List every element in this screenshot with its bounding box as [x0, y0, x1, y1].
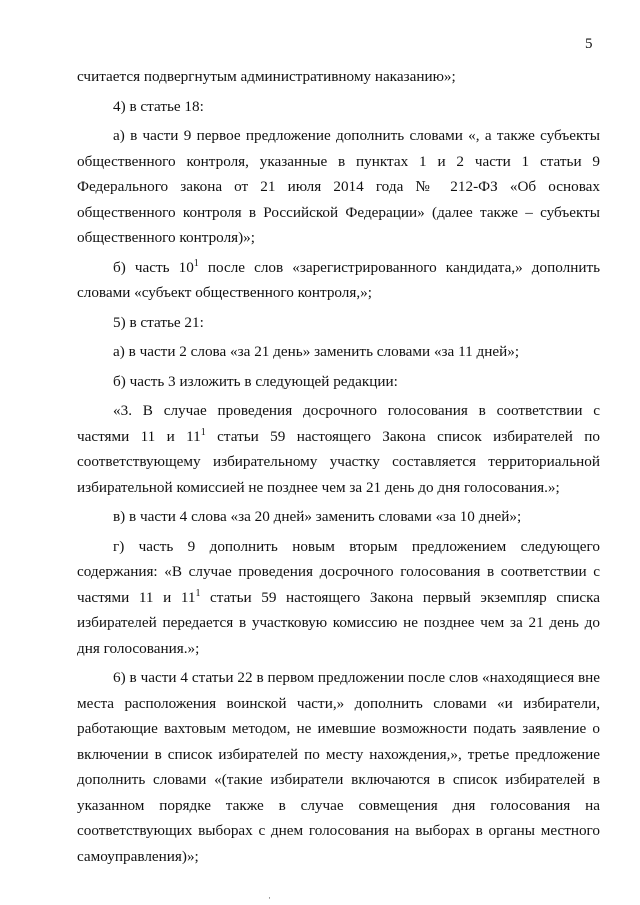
paragraph-text: б) часть 3 изложить в следующей редакции: [113, 372, 398, 390]
scan-mark: · [268, 893, 271, 903]
superscript: 1 [195, 587, 201, 599]
paragraph [77, 123, 600, 251]
paragraph-text: 4) в статье 18: [113, 97, 204, 115]
paragraph [77, 339, 600, 365]
paragraph [77, 534, 600, 662]
paragraph-text: в) в части 4 слова «за 20 дней» заменить словами «за 10 дней»; [113, 508, 522, 525]
paragraph [77, 255, 600, 306]
paragraph [77, 94, 600, 120]
superscript: 1 [200, 426, 206, 438]
superscript: 1 [193, 257, 199, 269]
paragraph [77, 398, 600, 500]
paragraph [77, 665, 600, 869]
paragraph-text: «3. В случае проведения досрочного голосования в соответствии с частями 11 и 11 [77, 402, 600, 445]
paragraph-text: а) в части 9 первое предложение дополнить словами «, а также субъекты общественного контроля, указанные в пунктах 1 и 2 части 1 статьи 9 Федерального закона от 21 июля 2014 года № 212-ФЗ «Об основах общественного контроля в Российской Федерации» (далее также – субъекты общественного контроля)»; [77, 127, 600, 246]
paragraph [77, 369, 600, 395]
paragraph [77, 310, 600, 336]
paragraph-text: считается подвергнутым административному наказанию»; [77, 68, 456, 85]
paragraph-text: а) в части 2 слова «за 21 день» заменить словами «за 11 дней»; [113, 343, 520, 360]
paragraph-text: 5) в статье 21: [113, 313, 204, 331]
paragraph-text: 6) в части 4 статьи 22 в первом предложении после слов «находящиеся вне места расположения воинской части,» дополнить словами «и избиратели, работающие вахтовым методом, не имевшие возможности подать заявление о включении в список избирателей по месту нахождения,», третье предложение дополнить словами «(такие избиратели включаются в список избирателей в указанном порядке также в случае совмещения дня голосования на соответствующих выборах с днем голосования на выборах в органы местного самоуправления)»; [77, 669, 600, 865]
paragraph-text: статьи 59 настоящего Закона список избирателей по соответствующему избирательному участку составляется территориальной избирательной комиссией не позднее чем за 21 день до дня голосования.»; [77, 427, 601, 496]
paragraph-text: б) часть 10 [113, 258, 194, 276]
paragraph [77, 64, 600, 90]
paragraph [77, 504, 600, 530]
paragraph-text: г) часть 9 дополнить новым вторым предложением следующего содержания: «В случае проведения досрочного голосования в соответствии с частями 11 и 11 [77, 537, 600, 606]
document-body [77, 64, 600, 873]
paragraph-text: после слов «зарегистрированного кандидата,» дополнить словами «субъект общественного контроля,»; [77, 258, 601, 301]
paragraph-text: статьи 59 настоящего Закона первый экземпляр списка избирателей передается в участковую комиссию не позднее чем за 21 день до дня голосования.»; [77, 588, 600, 657]
page-number: 5 [585, 36, 593, 52]
